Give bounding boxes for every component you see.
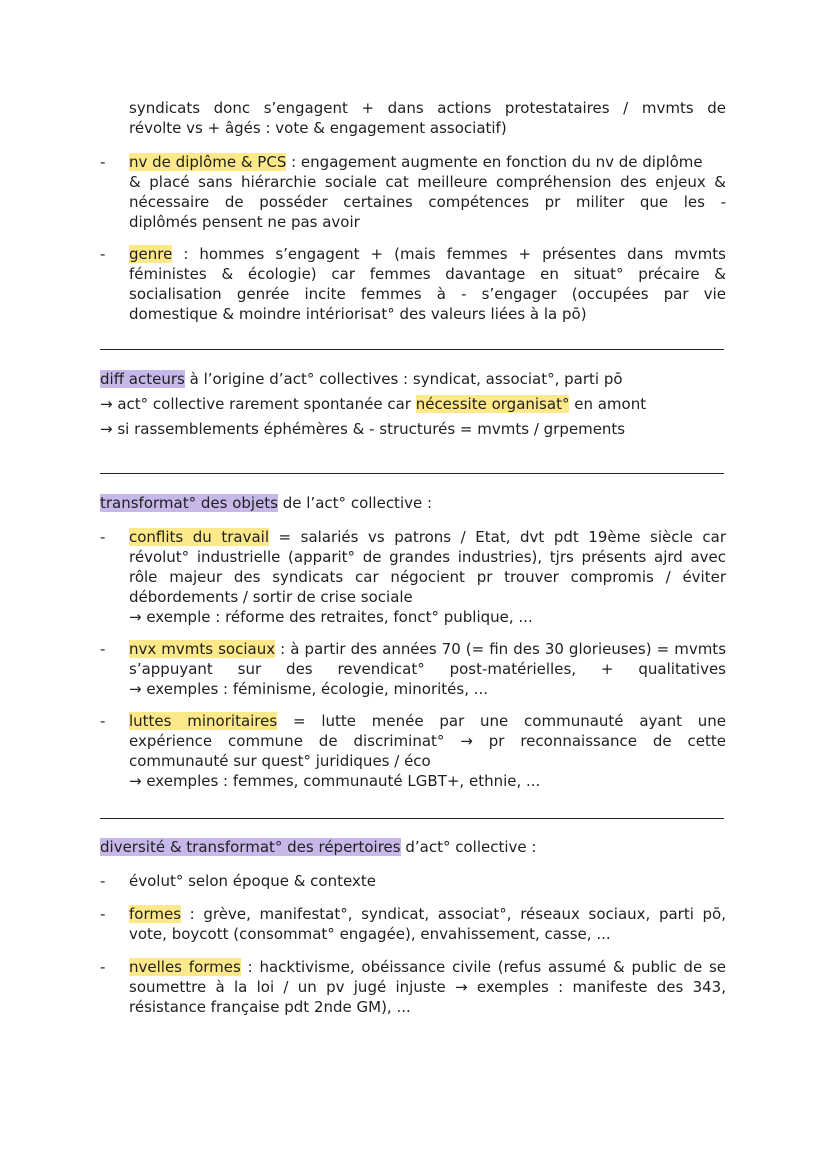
text-line: socialisation genrée incite femmes à - s’engager (occupées par vie: [129, 285, 726, 303]
text-line: → exemples : féminisme, écologie, minorités, ...: [129, 680, 489, 698]
bullet-dash: -: [100, 153, 106, 171]
text-line: s’appuyant sur des revendicat° post-matérielles, + qualitatives: [129, 660, 726, 678]
text-line: vote, boycott (consommat° engagée), envahissement, casse, ...: [129, 925, 611, 943]
section-acteurs: [100, 369, 726, 439]
text-line: → exemple : réforme des retraites, fonct° publique, ...: [129, 608, 533, 626]
bullet-dash: -: [100, 958, 106, 976]
bullet-dash: -: [100, 712, 106, 730]
text-span: : grève, manifestat°, syndicat, associat°, réseaux sociaux, parti pō,: [181, 905, 726, 923]
text-line: soumettre à la loi / un pv jugé injuste → exemples : manifeste des 343,: [129, 978, 726, 996]
bullet-dash: -: [100, 640, 106, 658]
text-span: : à partir des années 70 (= fin des 30 glorieuses) = mvmts: [275, 640, 727, 658]
text-line: rôle majeur des syndicats car négocient pr trouver compromis / éviter: [129, 568, 726, 586]
text-line: → si rassemblements éphémères & - structurés = mvmts / grpements: [100, 420, 626, 438]
text-line: expérience commune de discriminat° → pr reconnaissance de cette: [129, 732, 726, 750]
section-divider: [100, 818, 724, 819]
section-heading: diff acteurs: [100, 370, 185, 388]
text-line: & placé sans hiérarchie sociale cat meilleure compréhension des enjeux &: [129, 173, 726, 191]
highlight-term: nvx mvmts sociaux: [129, 640, 276, 658]
highlight-term: nvelles formes: [129, 958, 241, 976]
text-line: révolut° industrielle (apparit° de grandes industries), tjrs présents ajrd avec: [129, 548, 726, 566]
section-divider: [100, 349, 724, 350]
text-line: diplômés pensent ne pas avoir: [129, 213, 360, 231]
highlight-term: nécessite organisat°: [415, 395, 570, 413]
text-line: → exemples : femmes, communauté LGBT+, ethnie, ...: [129, 772, 541, 790]
section-heading: diversité & transformat° des répertoires: [100, 838, 401, 856]
section-divider: [100, 473, 724, 474]
highlight-term: conflits du travail: [129, 528, 270, 546]
text-span: : engagement augmente en fonction du nv de diplôme: [286, 153, 703, 171]
text-line: syndicats donc s’engagent + dans actions protestataires / mvmts de: [129, 99, 726, 117]
text-span: : hacktivisme, obéissance civile (refus assumé & public de se: [240, 958, 727, 976]
section-repertoires-heading: [100, 837, 726, 857]
intro-paragraph: [129, 98, 726, 138]
text-span: = salariés vs patrons / Etat, dvt pdt 19ème siècle car: [269, 528, 727, 546]
section-objets-heading: [100, 493, 726, 513]
highlight-term: genre: [129, 245, 173, 263]
bullet-dash: -: [100, 245, 106, 263]
section-heading: transformat° des objets: [100, 494, 279, 512]
bullet-dash: -: [100, 872, 106, 890]
text-line: communauté sur quest° juridiques / éco: [129, 752, 431, 770]
text-span: à l’origine d’act° collectives : syndicat, associat°, parti pō: [184, 370, 623, 388]
bullet-dash: -: [100, 905, 106, 923]
text-span: de l’act° collective :: [278, 494, 433, 512]
highlight-term: nv de diplôme & PCS: [129, 153, 287, 171]
text-line: féministes & écologie) car femmes davantage en situat° précaire &: [129, 265, 726, 283]
text-line: révolte vs + âgés : vote & engagement associatif): [129, 119, 507, 137]
highlight-term: luttes minoritaires: [129, 712, 278, 730]
text-line: évolut° selon époque & contexte: [129, 872, 376, 890]
bullet-dash: -: [100, 528, 106, 546]
text-line: résistance française pdt 2nde GM), ...: [129, 998, 411, 1016]
text-line: nécessaire de posséder certaines compétences pr militer que les -: [129, 193, 726, 211]
text-span: d’act° collective :: [400, 838, 537, 856]
text-span: : hommes s’engagent + (mais femmes + présentes dans mvmts: [172, 245, 726, 263]
text-line: débordements / sortir de crise sociale: [129, 588, 413, 606]
highlight-term: formes: [129, 905, 182, 923]
text-span: → act° collective rarement spontanée car: [100, 395, 416, 413]
text-span: en amont: [569, 395, 647, 413]
text-line: domestique & moindre intériorisat° des valeurs liées à la pō): [129, 305, 587, 323]
text-span: = lutte menée par une communauté ayant une: [277, 712, 726, 730]
